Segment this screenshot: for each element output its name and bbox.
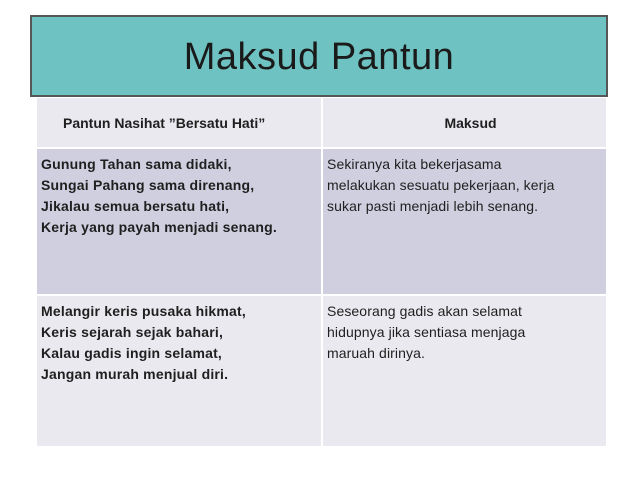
pantun-line: Jangan murah menjual diri. [41,366,229,382]
maksud-cell [321,149,606,294]
pantun-table [37,98,606,448]
pantun-line: Melangir keris pusaka hikmat, [41,303,246,319]
pantun-line: Kerja yang payah menjadi senang. [41,219,277,235]
maksud-line: Seseorang gadis akan selamat [327,303,523,319]
pantun-line: Sungai Pahang sama direnang, [41,177,255,193]
maksud-cell [321,296,606,446]
slide-title: Maksud Pantun [183,35,455,78]
title-banner [30,15,608,97]
maksud-line: maruah dirinya. [327,345,425,361]
pantun-line: Gunung Tahan sama didaki, [41,156,232,172]
maksud-line: melakukan sesuatu pekerjaan, kerja [327,177,555,193]
header-pantun: Pantun Nasihat ”Bersatu Hati” [63,114,266,131]
pantun-cell [37,149,321,294]
pantun-cell [37,296,321,446]
table-row [37,147,606,294]
table-header-row [37,98,606,147]
pantun-line: Kalau gadis ingin selamat, [41,345,223,361]
header-maksud: Maksud [321,98,606,147]
maksud-line: sukar pasti menjadi lebih senang. [327,198,539,214]
pantun-line: Keris sejarah sejak bahari, [41,324,224,340]
table-row [37,294,606,446]
maksud-line: hidupnya jika sentiasa menjaga [327,324,526,340]
maksud-line: Sekiranya kita bekerjasama [327,156,502,172]
pantun-line: Jikalau semua bersatu hati, [41,198,230,214]
